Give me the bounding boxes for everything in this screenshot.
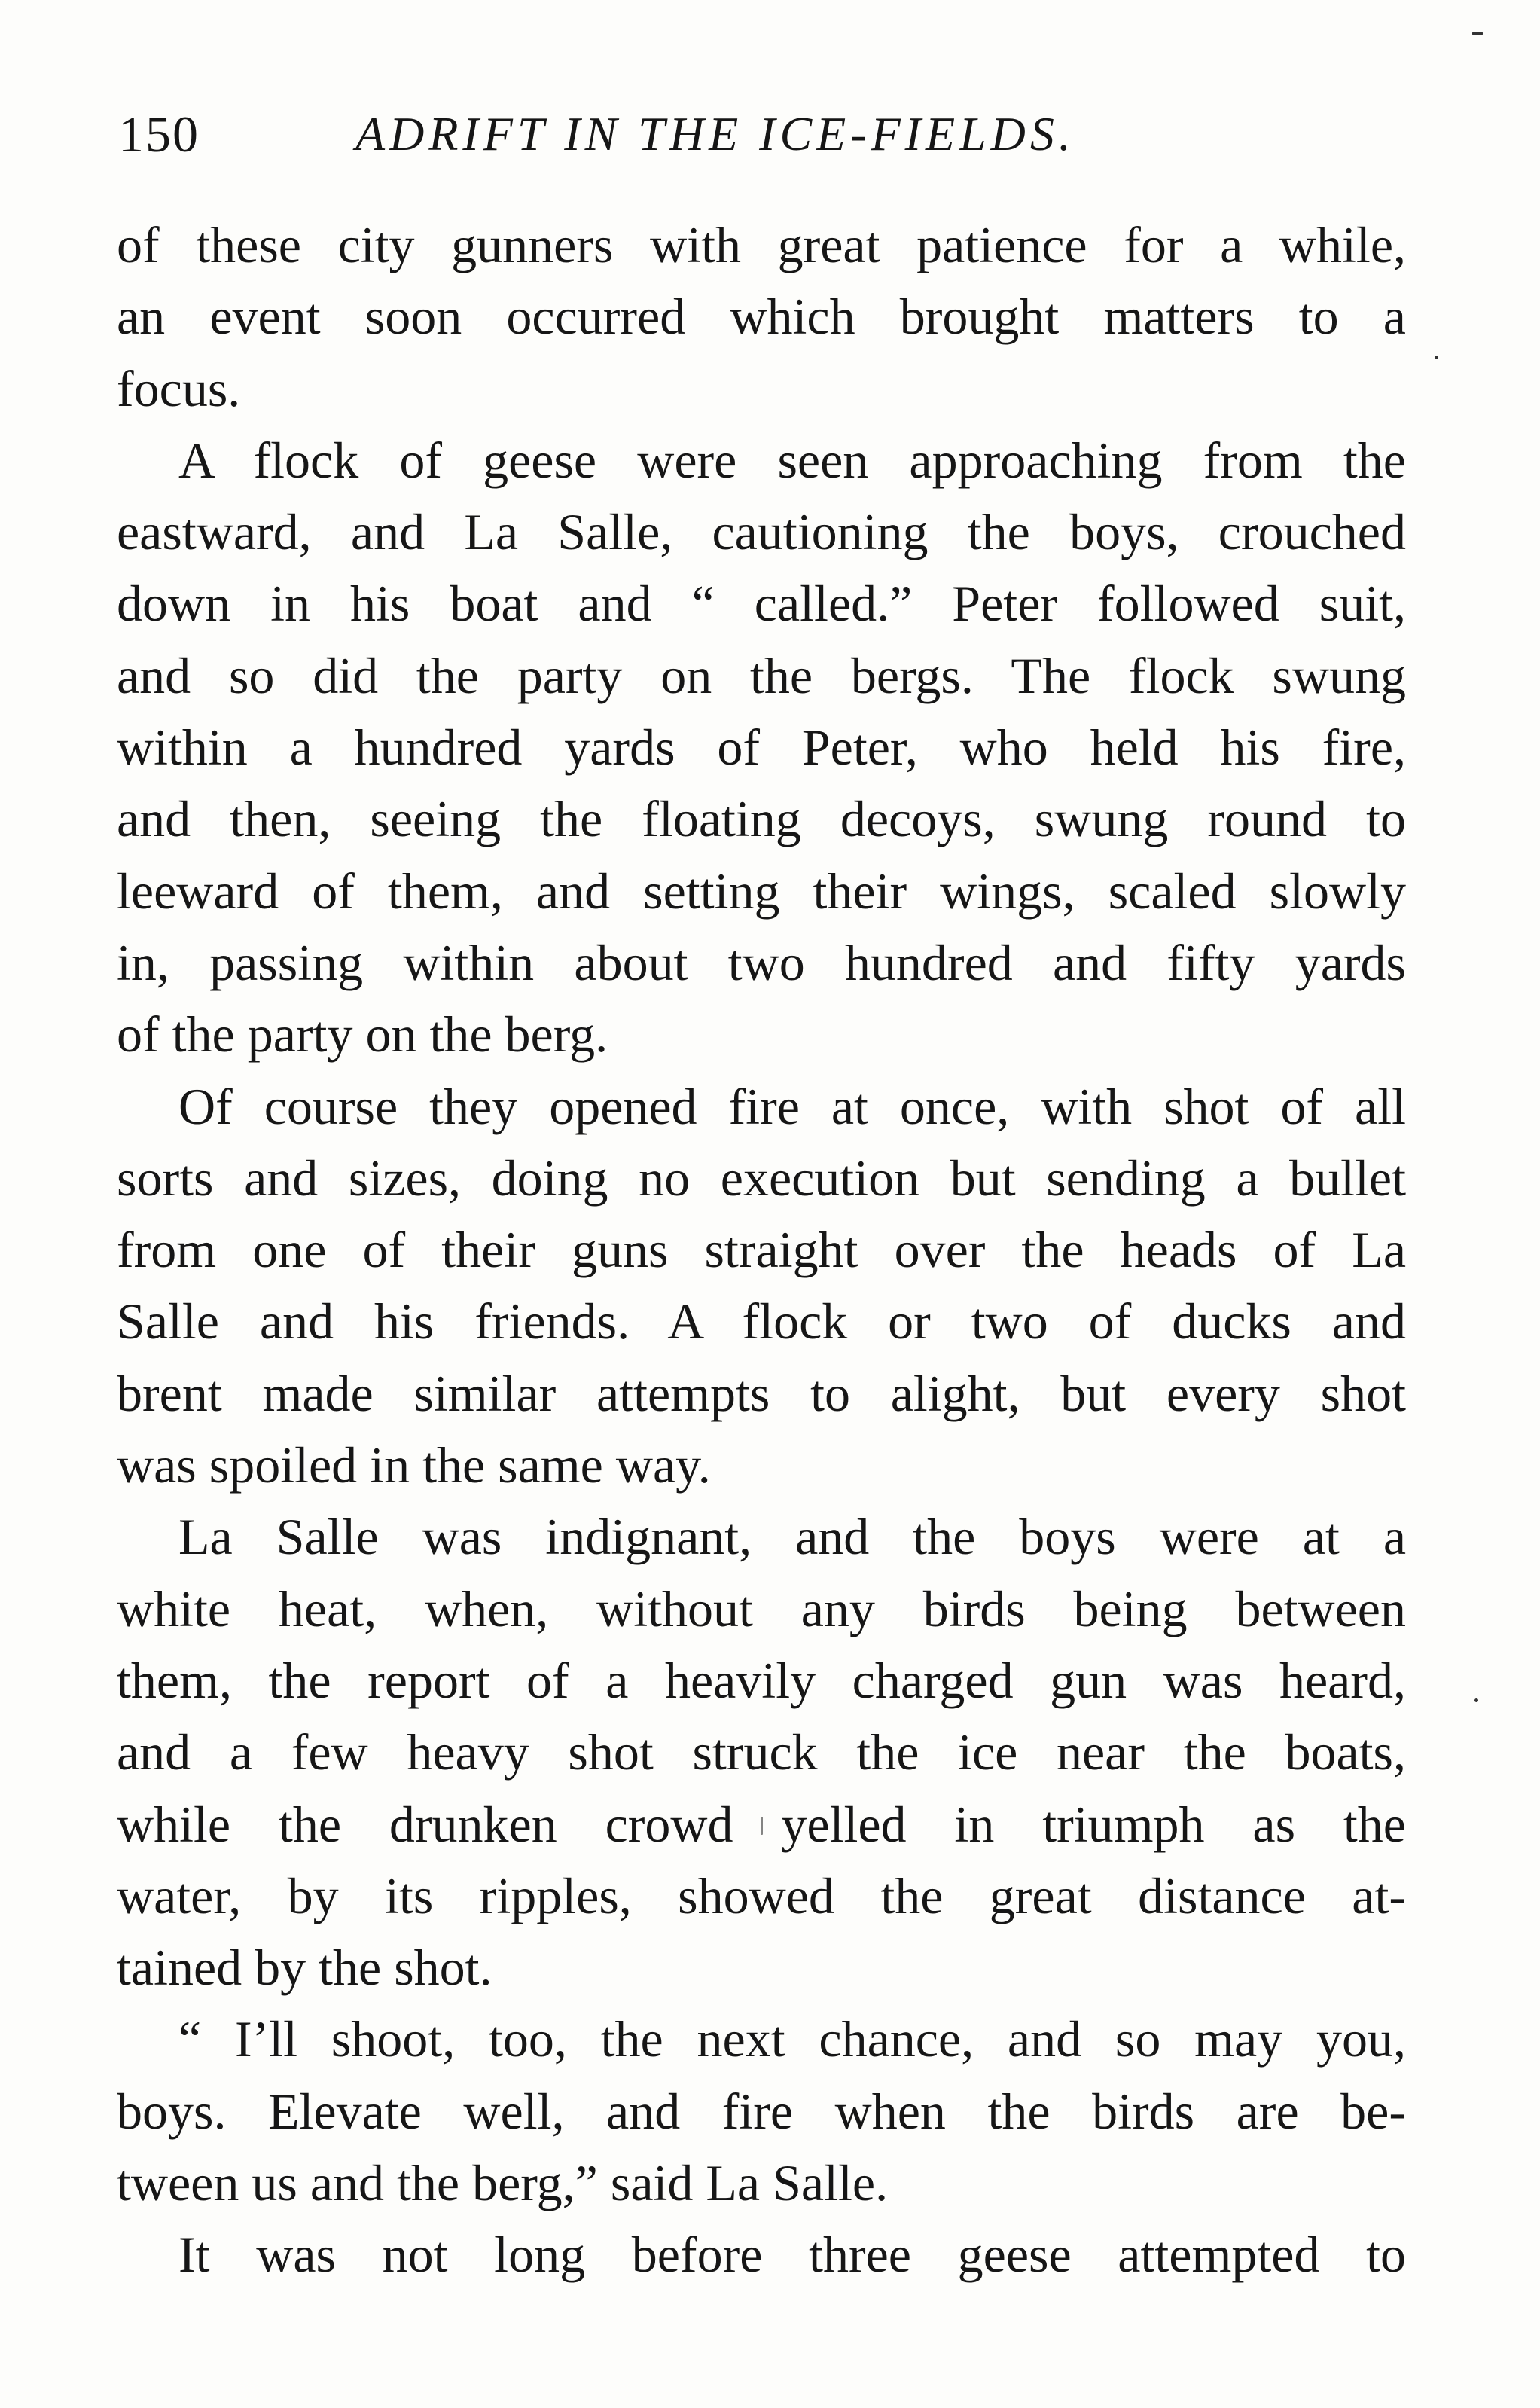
paragraph-first-line: “ I’ll shoot, too, the next chance, and so may you, bbox=[178, 2010, 1406, 2068]
text-line: them, the report of a heavily charged gun was heard, bbox=[117, 1651, 1406, 1709]
text-line: within a hundred yards of Peter, who held his fire, bbox=[117, 719, 1406, 777]
text-line: down in his boat and “ called.” Peter followed suit, bbox=[117, 575, 1406, 633]
running-title: ADRIFT IN THE ICE-FIELDS. bbox=[355, 107, 1075, 160]
text-line: eastward, and La Salle, cautioning the boys, crouched bbox=[117, 503, 1406, 561]
text-line: water, by its ripples, showed the great distance at- bbox=[117, 1866, 1406, 1924]
print-speck bbox=[1435, 356, 1438, 359]
text-line: Salle and his friends. A flock or two of ducks and bbox=[117, 1293, 1406, 1350]
text-line: while the drunken crowd yelled in triumph as the bbox=[117, 1795, 1406, 1853]
body-text bbox=[117, 209, 1406, 2291]
print-speck bbox=[1474, 1698, 1478, 1702]
text-line: and so did the party on the bergs. The flock swung bbox=[117, 646, 1406, 704]
text-line: and a few heavy shot struck the ice near the boats, bbox=[117, 1723, 1406, 1781]
text-line: in, passing within about two hundred and fifty yards bbox=[117, 933, 1406, 991]
page-number: 150 bbox=[118, 105, 200, 163]
paragraph-first-line: La Salle was indignant, and the boys were at a bbox=[178, 1508, 1406, 1566]
text-line: tained by the shot. bbox=[117, 1939, 492, 1997]
text-line: focus. bbox=[117, 359, 241, 417]
text-line: and then, seeing the floating decoys, swung round to bbox=[117, 790, 1406, 848]
paragraph-first-line: Of course they opened fire at once, with shot of all bbox=[178, 1077, 1406, 1135]
text-line: an event soon occurred which brought matters to a bbox=[117, 288, 1406, 346]
text-line: from one of their guns straight over the heads of La bbox=[117, 1221, 1406, 1279]
paragraph-first-line: It was not long before three geese attempted to bbox=[178, 2226, 1406, 2284]
text-line: boys. Elevate well, and fire when the birds are be- bbox=[117, 2082, 1406, 2140]
print-speck bbox=[1472, 32, 1483, 35]
text-line: leeward of them, and setting their wings, scaled slowly bbox=[117, 862, 1406, 920]
paragraph-first-line: A flock of geese were seen approaching from the bbox=[178, 431, 1406, 489]
text-line: of the party on the berg. bbox=[117, 1006, 608, 1064]
text-line: tween us and the berg,” said La Salle. bbox=[117, 2154, 889, 2212]
text-line: was spoiled in the same way. bbox=[117, 1436, 711, 1494]
running-head bbox=[118, 96, 1406, 179]
text-line: sorts and sizes, doing no execution but sending a bullet bbox=[117, 1149, 1406, 1207]
text-line: of these city gunners with great patience for a while, bbox=[117, 216, 1406, 273]
text-line: white heat, when, without any birds being between bbox=[117, 1579, 1406, 1637]
text-line: brent made similar attempts to alight, but every shot bbox=[117, 1364, 1406, 1422]
